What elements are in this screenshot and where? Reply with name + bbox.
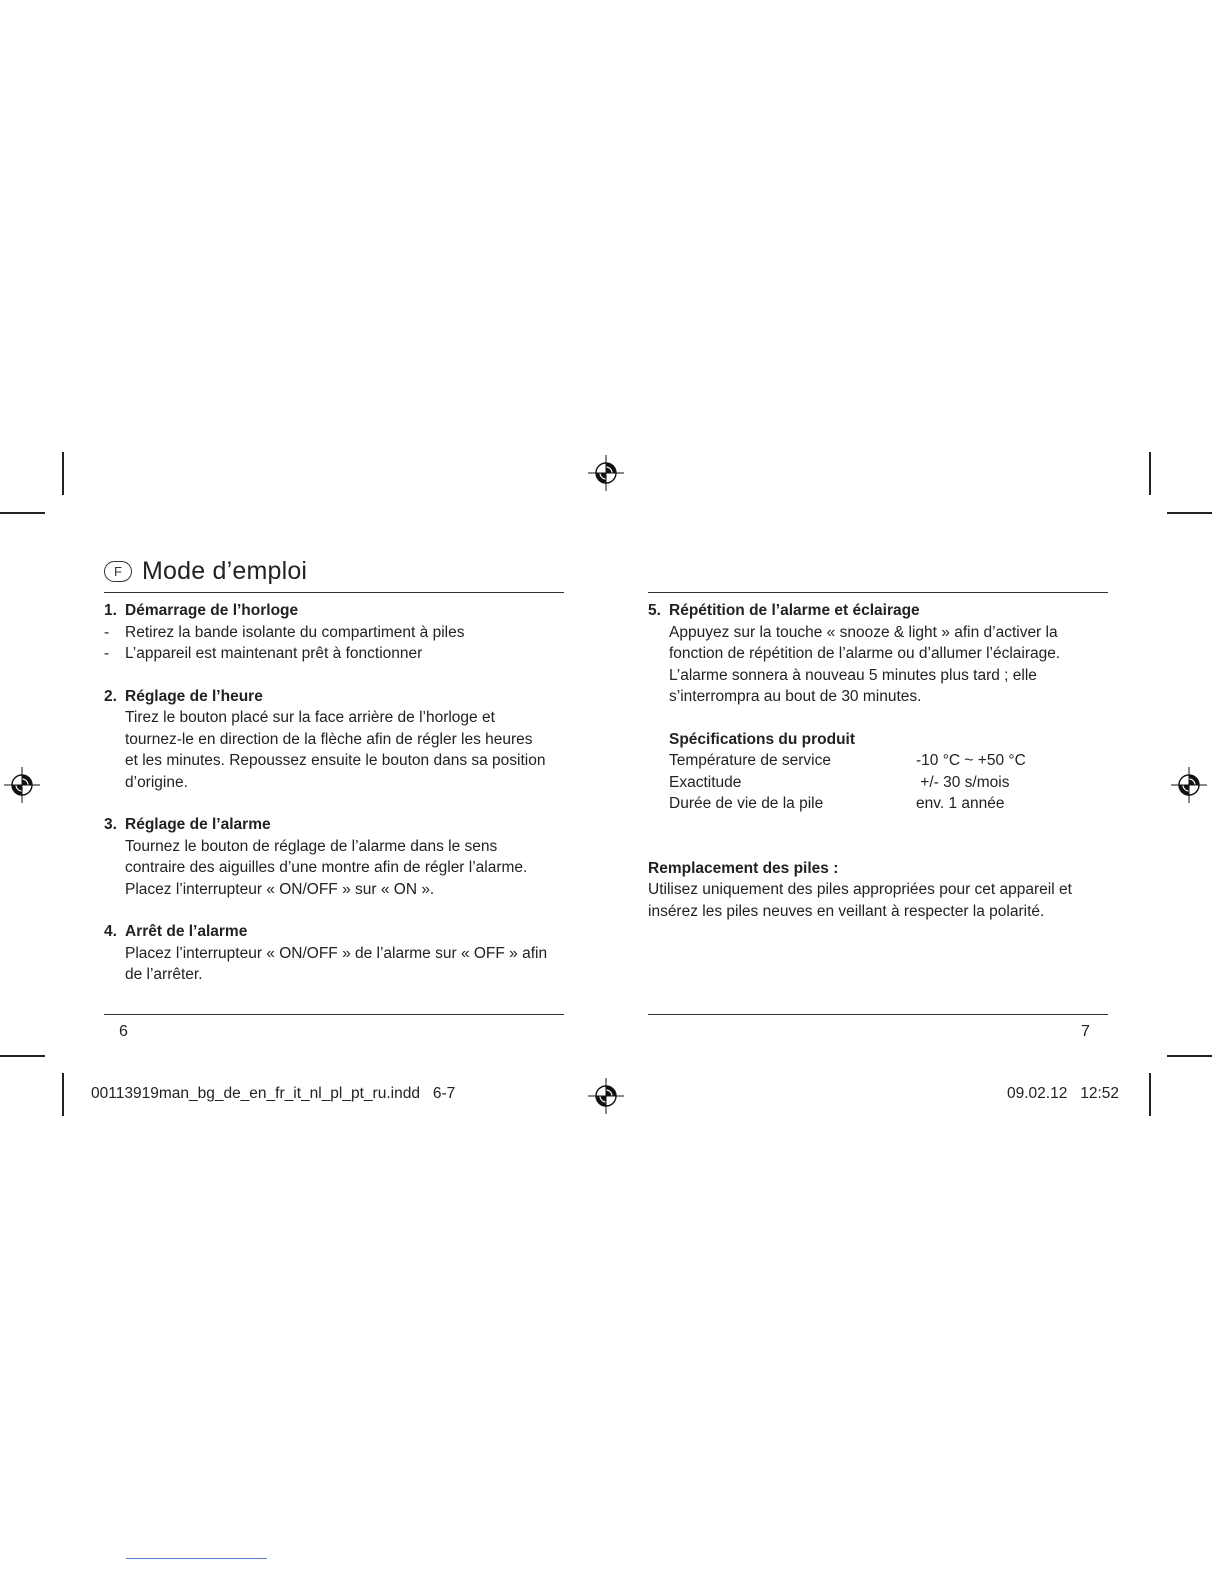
registration-mark-icon-bottom	[588, 1078, 624, 1114]
page-number-left: 6	[119, 1023, 128, 1040]
registration-mark-icon-top	[588, 455, 624, 491]
spec-value: -10 °C ~ +50 °C	[916, 752, 1026, 769]
slug-filename: 00113919man_bg_de_en_fr_it_nl_pl_pt_ru.indd 6-7	[91, 1085, 456, 1102]
left-column	[104, 600, 564, 1007]
bullet-dash: -	[104, 645, 110, 662]
section-heading: Réglage de l’heure	[125, 687, 263, 705]
crop-mark-bottom-right-vertical	[1149, 1073, 1151, 1116]
bottom-underline	[126, 1558, 267, 1559]
spec-row	[669, 750, 1108, 772]
section-number: 2.	[104, 687, 117, 705]
crop-mark-top-left-horizontal	[0, 512, 45, 514]
right-column	[648, 600, 1108, 922]
spec-row	[669, 793, 1108, 815]
crop-mark-top-right-horizontal	[1167, 512, 1212, 514]
section-4	[104, 921, 564, 986]
section-heading: Réglage de l’alarme	[125, 816, 271, 833]
bullet-dash: -	[104, 623, 110, 641]
battery-replacement: Remplacement des piles : Utilisez uniquement des piles appropriées pour cet appareil et insérez les piles neuves en veillant à respecter la polarité.	[648, 858, 1108, 923]
crop-mark-bottom-left-vertical	[62, 1073, 64, 1116]
specifications-heading: Spécifications du produit	[669, 730, 856, 748]
crop-mark-bottom-left-horizontal	[0, 1055, 45, 1057]
section-body: Appuyez sur la touche « snooze & light » afin d’activer la fonction de répétition de l’alarme ou d’allumer l’éclairage. L’alarme sonnera à nouveau 5 minutes plus tard ; elle s’interrompra au bout de 30 minutes.	[669, 623, 1061, 705]
spec-row	[669, 772, 1108, 794]
section-1	[104, 600, 564, 665]
crop-mark-top-left-vertical	[62, 452, 64, 495]
page-title	[104, 553, 307, 589]
left-bottom-rule	[104, 1014, 564, 1015]
battery-heading: Remplacement des piles :	[648, 859, 839, 877]
spec-value: +/- 30 s/mois	[916, 773, 1010, 791]
registration-mark-icon-right	[1171, 767, 1207, 803]
section-5	[648, 600, 1108, 708]
section-number: 3.	[104, 816, 117, 833]
section-body: Placez l’interrupteur « ON/OFF » de l’alarme sur « OFF » afin de l’arrêter.	[125, 944, 548, 983]
section-number: 1.	[104, 602, 117, 619]
section-heading: Répétition de l’alarme et éclairage	[669, 602, 920, 619]
spec-label: Exactitude	[669, 773, 742, 791]
right-top-rule	[648, 592, 1108, 593]
section-number: 4.	[104, 923, 117, 940]
section-body: Tournez le bouton de réglage de l’alarme dans le sens contraire des aiguilles d’une montre afin de régler l’alarme. Placez l’interrupteur « ON/OFF » sur « ON ».	[125, 837, 528, 898]
section-body: Tirez le bouton placé sur la face arrière de l’horloge et tournez-le en direction de la flèche afin de régler les heures et les minutes. Repoussez ensuite le bouton dans sa position d’origine.	[125, 709, 546, 791]
right-bottom-rule	[648, 1014, 1108, 1015]
crop-mark-top-right-vertical	[1149, 452, 1151, 495]
language-badge: F	[104, 561, 132, 582]
section-2	[104, 686, 564, 794]
spec-label: Durée de vie de la pile	[669, 795, 824, 812]
section-heading: Arrêt de l’alarme	[125, 923, 248, 940]
section-heading: Démarrage de l’horloge	[125, 602, 299, 619]
spec-label: Température de service	[669, 752, 831, 769]
list-item: - L’appareil est maintenant prêt à fonctionner	[104, 643, 564, 665]
specifications	[648, 729, 1108, 815]
list-item: - Retirez la bande isolante du compartiment à piles	[104, 622, 564, 644]
page-number-right: 7	[1081, 1023, 1090, 1040]
section-3	[104, 814, 564, 900]
crop-mark-bottom-right-horizontal	[1167, 1055, 1212, 1057]
section-number: 5.	[648, 602, 661, 619]
left-top-rule	[104, 592, 564, 593]
slug-timestamp: 09.02.12 12:52	[1007, 1085, 1120, 1102]
registration-mark-icon-left	[4, 767, 40, 803]
title-text: Mode d’emploi	[142, 556, 308, 585]
spec-value: env. 1 année	[916, 795, 1005, 812]
